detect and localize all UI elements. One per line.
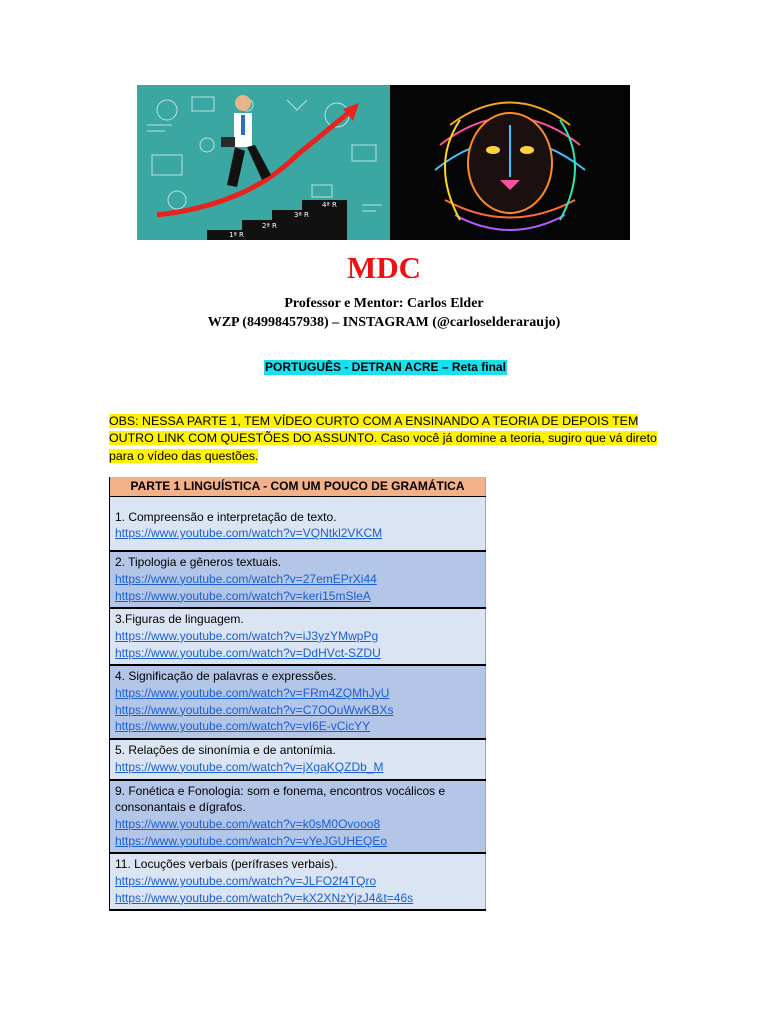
topic-label: 11. Locuções verbais (perífrases verbais). bbox=[115, 857, 338, 872]
links-table bbox=[109, 477, 486, 911]
step-label: 3ª R bbox=[294, 211, 309, 219]
video-link[interactable]: https://www.youtube.com/watch?v=keri15mSleA bbox=[115, 588, 371, 603]
step-label: 2ª R bbox=[262, 222, 277, 230]
stairs-growth-image bbox=[137, 85, 390, 240]
table-row bbox=[110, 496, 486, 551]
table-row bbox=[110, 853, 486, 910]
table-row bbox=[110, 739, 486, 779]
table-header: PARTE 1 LINGUÍSTICA - COM UM POUCO DE GRAMÁTICA bbox=[110, 477, 486, 496]
topic-label: 1. Compreensão e interpretação de texto. bbox=[115, 509, 337, 524]
page-title: MDC bbox=[346, 250, 422, 285]
table-row bbox=[110, 780, 486, 854]
video-link[interactable]: https://www.youtube.com/watch?v=vI6E-vCicYY bbox=[115, 719, 371, 734]
topic-label: 3.Figuras de linguagem. bbox=[115, 612, 244, 627]
lion-image bbox=[390, 85, 630, 240]
video-link[interactable]: https://www.youtube.com/watch?v=C7OOuWwKBXs bbox=[115, 702, 394, 717]
contact-line: WZP (84998457938) – INSTAGRAM (@carloselderaraujo) bbox=[207, 315, 561, 330]
subject-line: PORTUGUÊS - DETRAN ACRE – Reta final bbox=[265, 360, 506, 374]
topic-label: 9. Fonética e Fonologia: som e fonema, encontros vocálicos e consonantais e dígrafos. bbox=[115, 783, 446, 815]
step-label: 4ª R bbox=[322, 201, 337, 209]
step-label: 1ª R bbox=[229, 231, 244, 239]
video-link[interactable]: https://www.youtube.com/watch?v=VQNtkl2VKCM bbox=[115, 526, 383, 541]
table-row bbox=[110, 608, 486, 665]
video-link[interactable]: https://www.youtube.com/watch?v=iJ3yzYMwpPg bbox=[115, 628, 379, 643]
obs-note bbox=[109, 413, 669, 465]
video-link[interactable]: https://www.youtube.com/watch?v=27emEPrXi44 bbox=[115, 571, 377, 586]
topic-label: 2. Tipologia e gêneros textuais. bbox=[115, 555, 282, 570]
topic-label: 5. Relações de sinonímia e de antonímia. bbox=[115, 743, 336, 758]
obs-note-text: OBS: NESSA PARTE 1, TEM VÍDEO CURTO COM A ENSINANDO A TEORIA DE DEPOIS TEM OUTRO LINK COM QUESTÕES DO ASSUNTO. Caso você já domine a teoria, sugiro que vá direto para o vídeo das questões. bbox=[109, 414, 657, 463]
video-link[interactable]: https://www.youtube.com/watch?v=k0sM0Ovooo8 bbox=[115, 816, 381, 831]
table-row bbox=[110, 665, 486, 739]
topic-label: 4. Significação de palavras e expressões. bbox=[115, 669, 337, 684]
video-link[interactable]: https://www.youtube.com/watch?v=vYeJGUHEQEo bbox=[115, 833, 388, 848]
header-banner bbox=[137, 85, 630, 240]
video-link[interactable]: https://www.youtube.com/watch?v=FRm4ZQMhJyU bbox=[115, 686, 390, 701]
video-link[interactable]: https://www.youtube.com/watch?v=kX2XNzYjzJ4&t=46s bbox=[115, 890, 414, 905]
mentor-line: Professor e Mentor: Carlos Elder bbox=[284, 296, 484, 311]
video-link[interactable]: https://www.youtube.com/watch?v=JLFO2f4TQro bbox=[115, 874, 377, 889]
video-link[interactable]: https://www.youtube.com/watch?v=jXgaKQZDb_M bbox=[115, 759, 384, 774]
video-link[interactable]: https://www.youtube.com/watch?v=DdHVct-SZDU bbox=[115, 645, 381, 660]
table-row bbox=[110, 551, 486, 608]
